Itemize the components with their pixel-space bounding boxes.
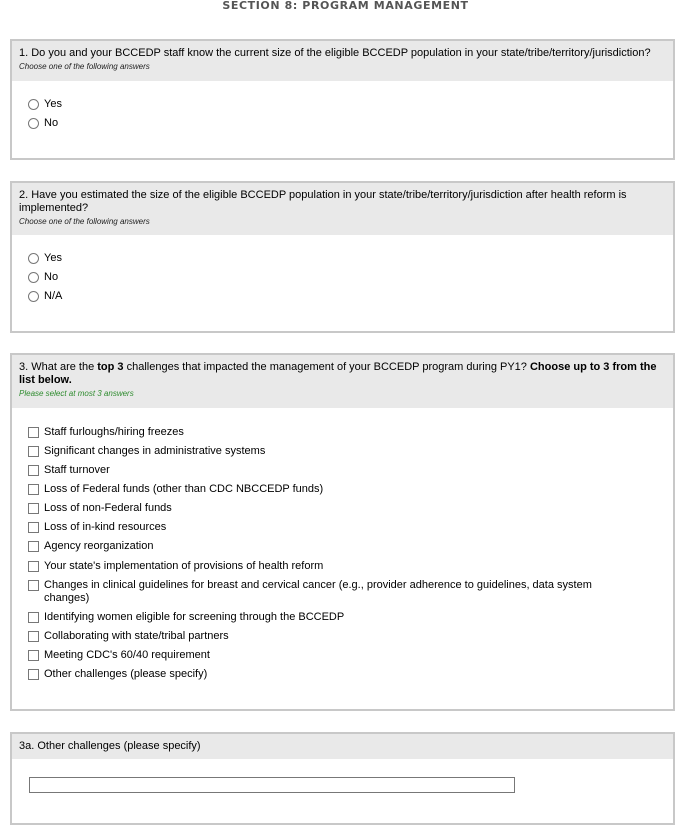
checkbox[interactable] [28,580,39,591]
option-label: No [44,117,59,129]
q2-option-na[interactable] [28,290,62,303]
question-1-text: 1. Do you and your BCCEDP staff know the current size of the eligible BCCEDP population in your state/tribe/territory/jurisdiction? [19,47,651,59]
radio-button[interactable] [28,272,39,283]
radio-button[interactable] [28,291,39,302]
option-label: Collaborating with state/tribal partners [44,630,229,642]
option-label: Meeting CDC's 60/40 requirement [44,649,210,661]
option-label: Your state's implementation of provisions of health reform [44,560,324,572]
option-label: Yes [44,98,62,110]
other-challenges-input[interactable] [29,777,515,793]
question-1-box [10,39,675,160]
q3-option[interactable] [28,521,166,534]
radio-button[interactable] [28,253,39,264]
question-3a-text: 3a. Other challenges (please specify) [19,740,201,752]
option-label: Changes in clinical guidelines for breast and cervical cancer (e.g., provider adherence to guidelines, data system changes) [44,579,592,604]
checkbox[interactable] [28,561,39,572]
checkbox[interactable] [28,650,39,661]
question-2-text: 2. Have you estimated the size of the eligible BCCEDP population in your state/tribe/territory/jurisdiction after health reform is implemented? [19,189,627,214]
question-3-hint: Please select at most 3 answers [19,389,134,398]
option-label: Other challenges (please specify) [44,668,208,680]
q3-option[interactable] [28,611,344,624]
checkbox[interactable] [28,522,39,533]
checkbox[interactable] [28,541,39,552]
option-label: Significant changes in administrative systems [44,445,266,457]
q3-option[interactable] [28,540,153,553]
radio-button[interactable] [28,118,39,129]
question-2-box [10,181,675,333]
option-label: Identifying women eligible for screening through the BCCEDP [44,611,345,623]
q3-option[interactable] [28,668,207,681]
q3-option[interactable] [28,445,265,458]
q2-option-yes[interactable] [28,252,62,265]
q3-text-part1: 3. What are the [19,361,98,373]
question-1-header [12,41,673,81]
checkbox[interactable] [28,465,39,476]
checkbox[interactable] [28,503,39,514]
q1-option-yes[interactable] [28,98,62,111]
q3-option[interactable] [28,483,323,496]
q3-option[interactable] [28,579,604,605]
q3-option[interactable] [28,630,229,643]
question-2-hint: Choose one of the following answers [19,217,150,226]
q3-option[interactable] [28,560,323,573]
q1-option-no[interactable] [28,117,58,130]
question-2-header [12,183,673,235]
q2-option-no[interactable] [28,271,58,284]
option-label: Loss of in-kind resources [44,521,167,533]
option-label: Loss of non-Federal funds [44,502,172,514]
q3-option[interactable] [28,649,210,662]
section-title: SECTION 8: PROGRAM MANAGEMENT [222,0,469,12]
question-3-text [19,361,666,387]
question-3-box [10,353,675,711]
option-label: Staff turnover [44,464,110,476]
option-label: No [44,271,59,283]
q3-text-bold2: Choose up to 3 from the list below. [19,361,657,386]
checkbox[interactable] [28,669,39,680]
question-1-hint: Choose one of the following answers [19,62,150,71]
checkbox[interactable] [28,427,39,438]
option-label: Yes [44,252,62,264]
checkbox[interactable] [28,631,39,642]
option-label: Loss of Federal funds (other than CDC NBCCEDP funds) [44,483,324,495]
q3-option[interactable] [28,502,172,515]
checkbox[interactable] [28,484,39,495]
option-label: Staff furloughs/hiring freezes [44,426,184,438]
q3-option[interactable] [28,426,184,439]
checkbox[interactable] [28,446,39,457]
radio-button[interactable] [28,99,39,110]
question-3a-header [12,734,673,759]
question-3-header [12,355,673,408]
q3-text-part2: challenges that impacted the management of your BCCEDP program during PY1? [123,361,530,373]
option-label: N/A [44,290,63,302]
q3-text-bold1: top 3 [97,361,124,373]
q3-option[interactable] [28,464,110,477]
option-label: Agency reorganization [44,540,154,552]
checkbox[interactable] [28,612,39,623]
question-3a-box [10,732,675,825]
